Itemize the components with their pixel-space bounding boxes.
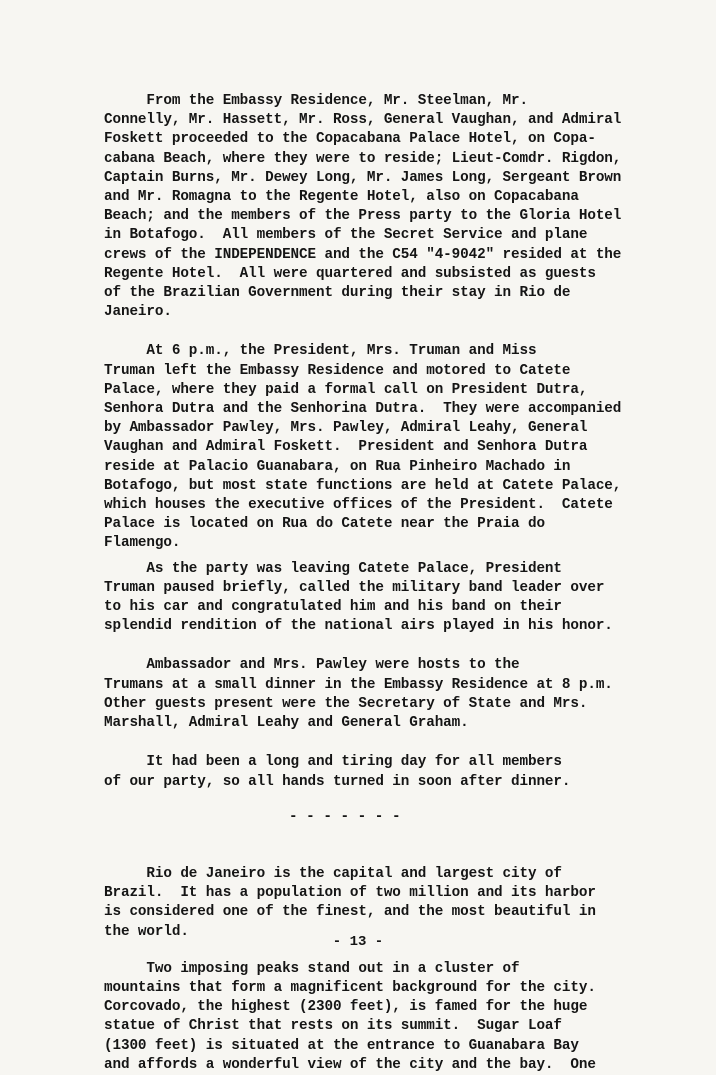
text-line: Marshall, Admiral Leahy and General Graham.	[104, 715, 469, 732]
text-line: Connelly, Mr. Hassett, Mr. Ross, General Vaughan, and Admiral	[104, 112, 622, 129]
text-line: Palace is located on Rua do Catete near the Praia do	[104, 516, 545, 533]
text-line: As the party was leaving Catete Palace, President	[104, 560, 562, 577]
body-text-continued	[104, 865, 656, 1075]
text-line: From the Embassy Residence, Mr. Steelman, Mr.	[104, 93, 528, 109]
paragraph	[104, 960, 656, 1075]
text-line: to his car and congratulated him and his band on their	[104, 599, 562, 616]
text-line: Captain Burns, Mr. Dewey Long, Mr. James Long, Sergeant Brown	[104, 169, 622, 186]
text-line: It had been a long and tiring day for all members	[104, 754, 562, 771]
text-line: and affords a wonderful view of the city and the bay. One	[104, 1056, 596, 1073]
text-line: and Mr. Romagna to the Regente Hotel, also on Copacabana	[104, 189, 579, 206]
paragraph	[104, 865, 656, 942]
text-line: reside at Palacio Guanabara, on Rua Pinheiro Machado in	[104, 458, 571, 475]
text-line: splendid rendition of the national airs played in his honor.	[104, 618, 613, 635]
paragraph	[104, 656, 656, 733]
text-line: crews of the INDEPENDENCE and the C54 "4-9042" resided at the	[104, 246, 622, 263]
text-line: Corcovado, the highest (2300 feet), is famed for the huge	[104, 999, 588, 1016]
text-line: Trumans at a small dinner in the Embassy Residence at 8 p.m.	[104, 676, 613, 693]
text-line: of our party, so all hands turned in soon after dinner.	[104, 773, 571, 790]
text-line: is considered one of the finest, and the most beautiful in	[104, 904, 596, 921]
text-line: mountains that form a magnificent background for the city.	[104, 979, 596, 996]
paragraph	[104, 560, 656, 637]
text-line: Vaughan and Admiral Foskett. President and Senhora Dutra	[104, 439, 588, 456]
text-line: cabana Beach, where they were to reside; Lieut-Comdr. Rigdon,	[104, 150, 622, 167]
text-line: Other guests present were the Secretary of State and Mrs.	[104, 695, 588, 712]
section-divider: - - - - - - -	[289, 808, 401, 825]
text-line: At 6 p.m., the President, Mrs. Truman and Miss	[104, 343, 537, 360]
paragraph	[104, 92, 656, 322]
text-line: in Botafogo. All members of the Secret Service and plane	[104, 227, 588, 244]
text-line: Regente Hotel. All were quartered and subsisted as guests	[104, 265, 596, 282]
text-line: Two imposing peaks stand out in a cluster of	[104, 960, 520, 977]
text-line: Palace, where they paid a formal call on President Dutra,	[104, 381, 588, 398]
text-line: (1300 feet) is situated at the entrance to Guanabara Bay	[104, 1037, 579, 1054]
text-line: Truman left the Embassy Residence and motored to Catete	[104, 362, 571, 379]
text-line: Flamengo.	[104, 535, 181, 552]
text-line: Foskett proceeded to the Copacabana Palace Hotel, on Copa-	[104, 131, 596, 148]
text-line: Beach; and the members of the Press party to the Gloria Hotel	[104, 208, 622, 225]
text-line: Botafogo, but most state functions are held at Catete Palace,	[104, 477, 622, 494]
text-line: Janeiro.	[104, 304, 172, 321]
text-line: which houses the executive offices of the President. Catete	[104, 497, 613, 514]
text-line: the world.	[104, 923, 189, 940]
text-line: statue of Christ that rests on its summit. Sugar Loaf	[104, 1018, 562, 1035]
text-line: Truman paused briefly, called the military band leader over	[104, 579, 605, 596]
paragraph	[104, 753, 656, 791]
text-line: by Ambassador Pawley, Mrs. Pawley, Admiral Leahy, General	[104, 420, 588, 437]
paragraph	[104, 342, 656, 553]
page-number: - 13 -	[332, 934, 384, 950]
text-line: Senhora Dutra and the Senhorina Dutra. They were accompanied	[104, 401, 622, 418]
text-line: of the Brazilian Government during their stay in Rio de	[104, 285, 571, 302]
text-line: Rio de Janeiro is the capital and largest city of	[104, 865, 562, 882]
text-line: Brazil. It has a population of two million and its harbor	[104, 885, 596, 902]
body-text	[104, 92, 656, 792]
text-line: Ambassador and Mrs. Pawley were hosts to the	[104, 657, 520, 674]
